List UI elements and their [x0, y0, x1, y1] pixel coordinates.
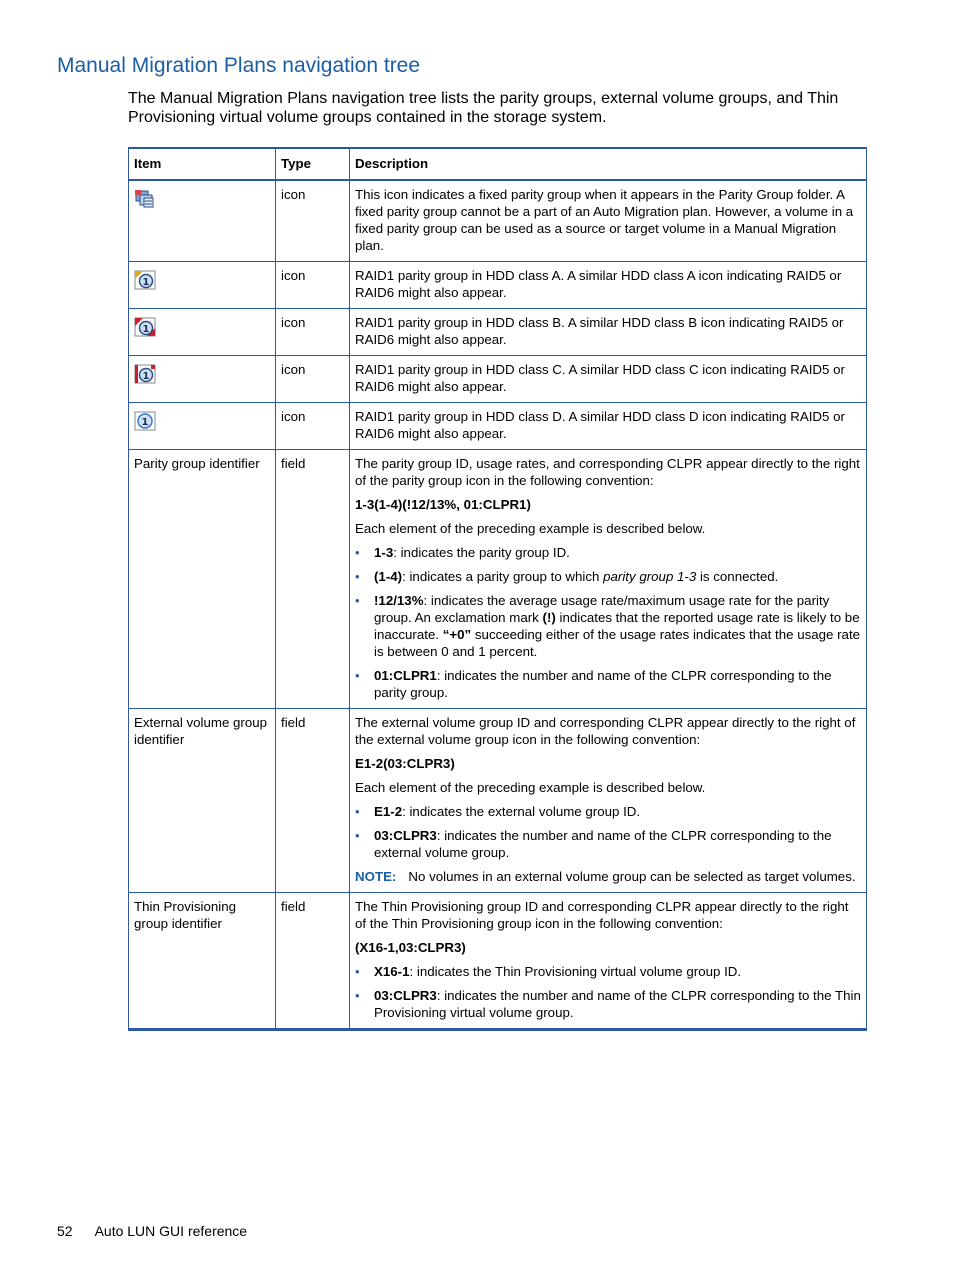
page-number: 52 [57, 1223, 73, 1239]
term-text: : indicates the external volume group ID. [402, 804, 641, 819]
emphasis: parity group 1-3 [603, 569, 697, 584]
description-cell: RAID1 parity group in HDD class B. A similar HDD class B icon indicating RAID5 or RAID6 might also appear. [350, 309, 867, 356]
element-list [355, 544, 861, 701]
item-cell [129, 180, 276, 262]
term: (!) [542, 610, 556, 625]
type-cell: field [276, 450, 350, 709]
raid1-hdd-class-b-icon [134, 317, 156, 337]
reference-table [128, 147, 867, 1031]
intro-paragraph: The Manual Migration Plans navigation tree lists the parity groups, external volume groups, and Thin Provisioning virtual volume groups contained in the storage system. [128, 90, 839, 126]
term: X16-1 [374, 964, 410, 979]
table-row [129, 450, 867, 709]
header-type: Type [276, 148, 350, 180]
term-text: is connected. [696, 569, 779, 584]
table-row [129, 262, 867, 309]
note-label: NOTE: [355, 869, 397, 884]
footer-section: Auto LUN GUI reference [94, 1223, 248, 1239]
list-item [374, 568, 861, 585]
description-cell: This icon indicates a fixed parity group when it appears in the Parity Group folder. A fixed parity group cannot be a part of an Auto Migration plan. However, a volume in a fixed parity group can be used as a source or target volume in a Manual Migration plan. [350, 180, 867, 262]
svg-text:1: 1 [142, 324, 150, 335]
term-text: : indicates the parity group ID. [393, 545, 570, 560]
description-text: The Thin Provisioning group ID and corresponding CLPR appear directly to the right of the Thin Provisioning group icon in the following convention: [355, 899, 849, 931]
convention-example: 1-3(1-4)(!12/13%, 01:CLPR1) [355, 497, 531, 512]
term: E1-2 [374, 804, 403, 819]
item-cell [129, 403, 276, 450]
term-text: : indicates the number and name of the CLPR corresponding to the external volume group. [374, 828, 832, 860]
description-cell [350, 450, 867, 709]
term: !12/13% [374, 593, 424, 608]
list-item [374, 963, 861, 980]
description-cell [350, 709, 867, 893]
term: (1-4) [374, 569, 403, 584]
description-text: The external volume group ID and corresponding CLPR appear directly to the right of the external volume group icon in the following convention: [355, 715, 856, 747]
term: 01:CLPR1 [374, 668, 437, 683]
page-heading: Manual Migration Plans navigation tree [57, 54, 421, 77]
term: 03:CLPR3 [374, 828, 437, 843]
item-cell: External volume group identifier [129, 709, 276, 893]
item-cell: Parity group identifier [129, 450, 276, 709]
term: “+0” [442, 627, 472, 642]
description-cell: RAID1 parity group in HDD class C. A similar HDD class C icon indicating RAID5 or RAID6 might also appear. [350, 356, 867, 403]
term-text: : indicates the average usage rate/maximum usage rate for the parity group. An exclamation mark [374, 593, 830, 625]
table-header-row [129, 148, 867, 180]
description-cell: RAID1 parity group in HDD class D. A similar HDD class D icon indicating RAID5 or RAID6 might also appear. [350, 403, 867, 450]
type-cell: icon [276, 356, 350, 403]
list-item [374, 667, 861, 701]
table-row [129, 403, 867, 450]
type-cell: icon [276, 309, 350, 356]
item-cell [129, 262, 276, 309]
term-text: : indicates a parity group to which [402, 569, 604, 584]
table-row [129, 709, 867, 893]
svg-text:1: 1 [141, 417, 149, 428]
description-text: The parity group ID, usage rates, and corresponding CLPR appear directly to the right of the parity group icon in the following convention: [355, 456, 860, 488]
term: 03:CLPR3 [374, 988, 437, 1003]
header-item: Item [129, 148, 276, 180]
term-text: : indicates the number and name of the CLPR corresponding to the Thin Provisioning virtual volume group. [374, 988, 861, 1020]
type-cell: field [276, 709, 350, 893]
note [355, 868, 861, 885]
element-list [355, 963, 861, 1021]
list-item [374, 592, 861, 660]
page-footer [57, 1223, 247, 1239]
item-cell [129, 309, 276, 356]
type-cell: field [276, 893, 350, 1030]
term-text: : indicates the number and name of the CLPR corresponding to the parity group. [374, 668, 832, 700]
term-text: succeeding either of the usage rates indicates that the usage rate is between 0 and 1 percent. [374, 627, 861, 659]
description-cell: RAID1 parity group in HDD class A. A similar HDD class A icon indicating RAID5 or RAID6 might also appear. [350, 262, 867, 309]
table-row [129, 180, 867, 262]
svg-text:1: 1 [142, 371, 150, 382]
table-row [129, 893, 867, 1030]
description-cell [350, 893, 867, 1030]
table-row [129, 309, 867, 356]
table-row [129, 356, 867, 403]
term-text: : indicates the Thin Provisioning virtual volume group ID. [409, 964, 742, 979]
type-cell: icon [276, 262, 350, 309]
type-cell: icon [276, 403, 350, 450]
convention-example: E1-2(03:CLPR3) [355, 756, 455, 771]
list-item [374, 544, 861, 561]
svg-text:1: 1 [142, 277, 150, 288]
list-item [374, 827, 861, 861]
term-text: indicates that the reported usage rate is likely to be inaccurate. [374, 610, 860, 642]
fixed-parity-group-icon [134, 189, 156, 209]
item-cell [129, 356, 276, 403]
type-cell: icon [276, 180, 350, 262]
item-cell: Thin Provisioning group identifier [129, 893, 276, 1030]
description-text: Each element of the preceding example is described below. [355, 780, 706, 795]
term: 1-3 [374, 545, 394, 560]
description-text: Each element of the preceding example is described below. [355, 521, 706, 536]
convention-example: (X16-1,03:CLPR3) [355, 940, 466, 955]
raid1-hdd-class-d-icon [134, 411, 156, 431]
header-description: Description [350, 148, 867, 180]
raid1-hdd-class-a-icon [134, 270, 156, 290]
note-text: No volumes in an external volume group can be selected as target volumes. [408, 869, 856, 884]
list-item [374, 987, 861, 1021]
raid1-hdd-class-c-icon [134, 364, 156, 384]
list-item [374, 803, 861, 820]
element-list [355, 803, 861, 861]
